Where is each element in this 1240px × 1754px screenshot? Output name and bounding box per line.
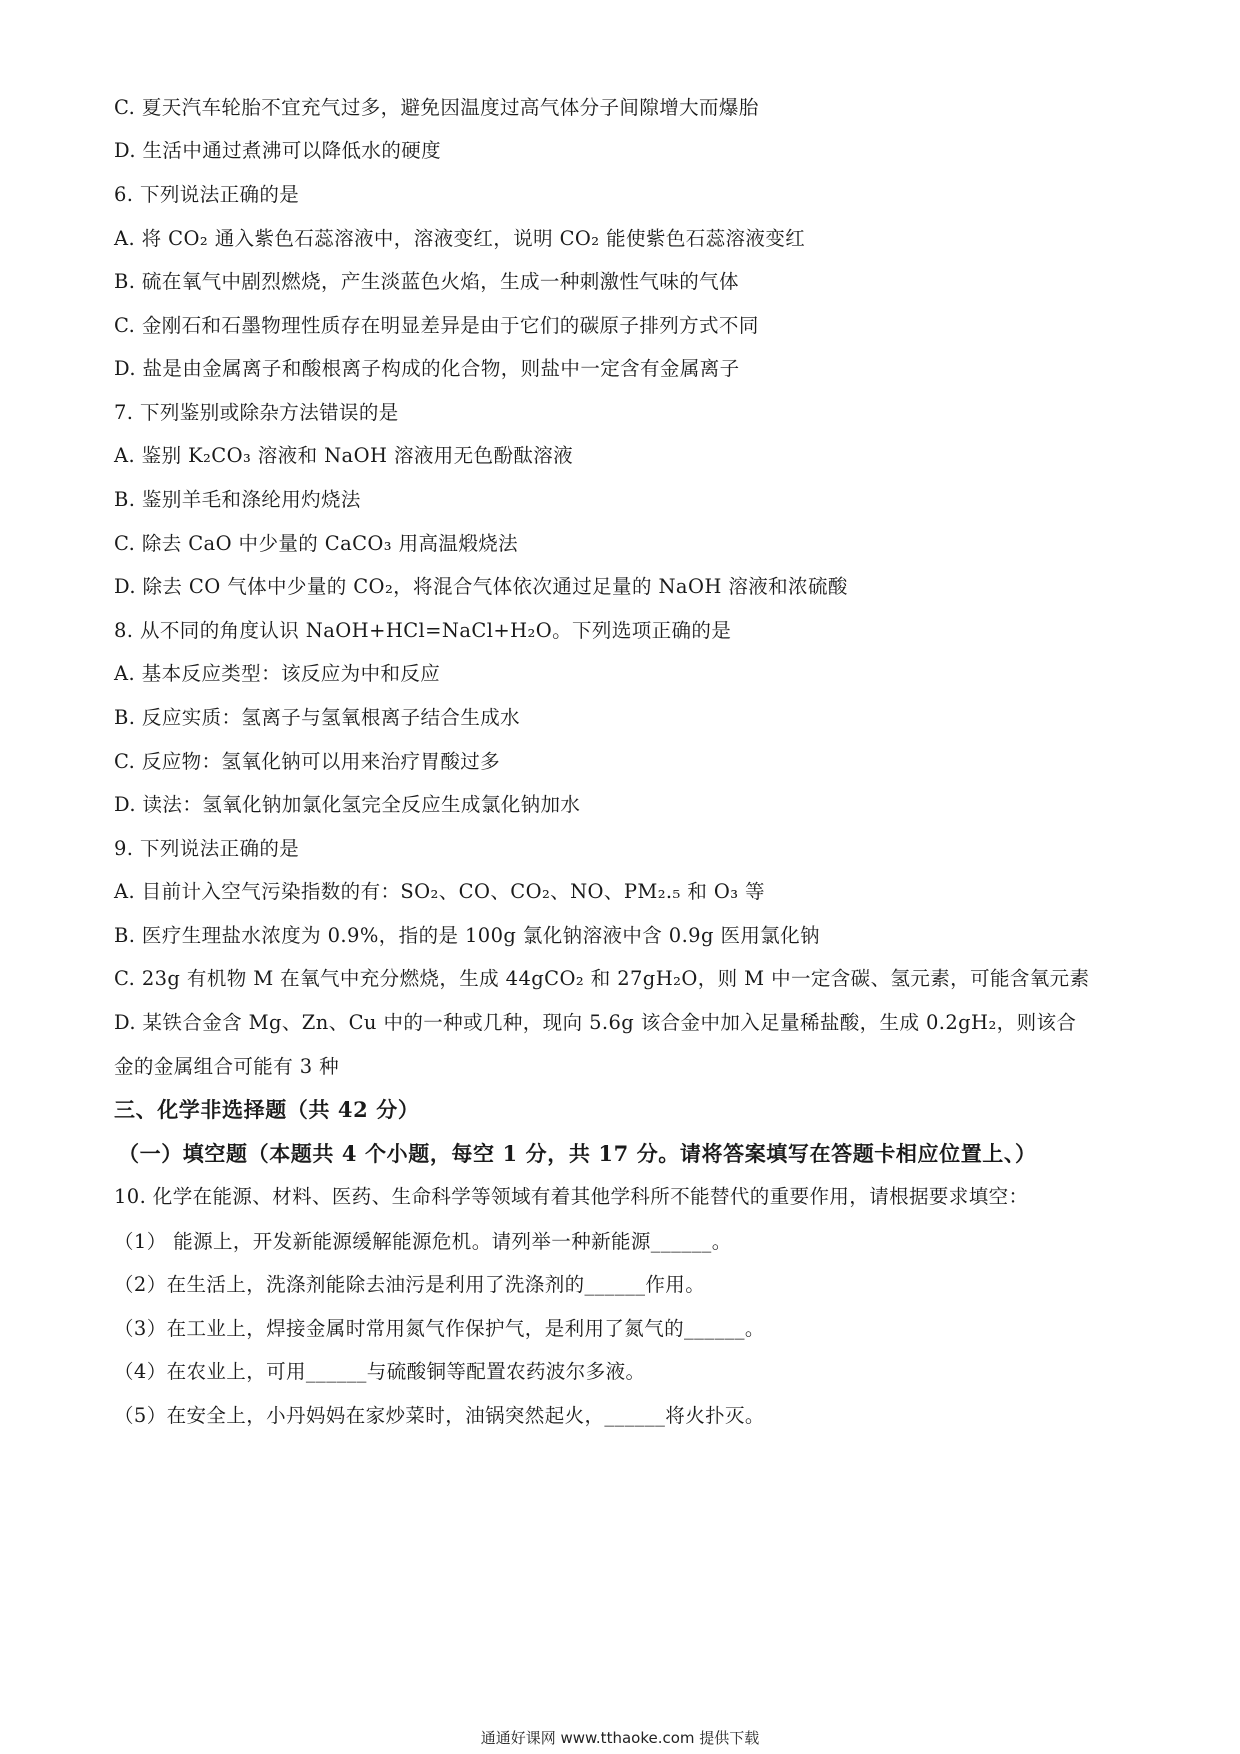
question-10-part-1: （1） 能源上，开发新能源缓解能源危机。请列举一种新能源______。 — [114, 1230, 732, 1253]
option-7c: C. 除去 CaO 中少量的 CaCO₃ 用高温煅烧法 — [114, 532, 519, 555]
option-9d-continued: 金的金属组合可能有 3 种 — [114, 1055, 340, 1078]
option-7a: A. 鉴别 K₂CO₃ 溶液和 NaOH 溶液用无色酚酞溶液 — [114, 444, 574, 467]
option-8c: C. 反应物：氢氧化钠可以用来治疗胃酸过多 — [114, 750, 501, 773]
option-9d: D. 某铁合金含 Mg、Zn、Cu 中的一种或几种，现向 5.6g 该合金中加入足量稀盐酸，生成 0.2gH₂，则该合 — [114, 1011, 1077, 1034]
option-8a: A. 基本反应类型：该反应为中和反应 — [114, 662, 441, 685]
question-8: 8. 从不同的角度认识 NaOH+HCl=NaCl+H₂O。下列选项正确的是 — [114, 619, 732, 642]
option-6c: C. 金刚石和石墨物理性质存在明显差异是由于它们的碳原子排列方式不同 — [114, 314, 759, 337]
option-8d: D. 读法：氢氧化钠加氯化氢完全反应生成氯化钠加水 — [114, 793, 581, 816]
option-5d: D. 生活中通过煮沸可以降低水的硬度 — [114, 139, 442, 162]
option-6a: A. 将 CO₂ 通入紫色石蕊溶液中，溶液变红，说明 CO₂ 能使紫色石蕊溶液变红 — [114, 227, 806, 250]
option-7d: D. 除去 CO 气体中少量的 CO₂，将混合气体依次通过足量的 NaOH 溶液和浓硫酸 — [114, 575, 848, 598]
question-7: 7. 下列鉴别或除杂方法错误的是 — [114, 401, 399, 424]
page-footer: 通通好课网 www.tthaoke.com 提供下载 — [480, 1729, 760, 1747]
question-10: 10. 化学在能源、材料、医药、生命科学等领域有着其他学科所不能替代的重要作用，请根据要求填空： — [114, 1185, 1029, 1208]
question-6: 6. 下列说法正确的是 — [114, 183, 300, 206]
option-9a: A. 目前计入空气污染指数的有：SO₂、CO、CO₂、NO、PM₂.₅ 和 O₃ 等 — [114, 880, 765, 903]
option-9b: B. 医疗生理盐水浓度为 0.9%，指的是 100g 氯化钠溶液中含 0.9g 医用氯化钠 — [114, 924, 820, 947]
option-5c: C. 夏天汽车轮胎不宜充气过多，避免因温度过高气体分子间隙增大而爆胎 — [114, 96, 759, 119]
option-9c: C. 23g 有机物 M 在氧气中充分燃烧，生成 44gCO₂ 和 27gH₂O，则 M 中一定含碳、氢元素，可能含氧元素 — [114, 967, 1090, 990]
option-6b: B. 硫在氧气中剧烈燃烧，产生淡蓝色火焰，生成一种刺激性气味的气体 — [114, 270, 739, 293]
question-10-part-3: （3）在工业上，焊接金属时常用氮气作保护气，是利用了氮气的______。 — [114, 1317, 765, 1340]
question-10-part-4: （4）在农业上，可用______与硫酸铜等配置农药波尔多液。 — [114, 1360, 646, 1383]
question-10-part-2: （2）在生活上，洗涤剂能除去油污是利用了洗涤剂的______作用。 — [114, 1273, 706, 1296]
subsection-heading: （一）填空题（本题共 4 个小题，每空 1 分，共 17 分。请将答案填写在答题卡相应位置上、） — [118, 1141, 1037, 1166]
section-heading: 三、化学非选择题（共 42 分） — [114, 1097, 420, 1122]
question-9: 9. 下列说法正确的是 — [114, 837, 300, 860]
option-6d: D. 盐是由金属离子和酸根离子构成的化合物，则盐中一定含有金属离子 — [114, 357, 740, 380]
option-7b: B. 鉴别羊毛和涤纶用灼烧法 — [114, 488, 361, 511]
question-10-part-5: （5）在安全上，小丹妈妈在家炒菜时，油锅突然起火，______将火扑灭。 — [114, 1404, 765, 1427]
option-8b: B. 反应实质：氢离子与氢氧根离子结合生成水 — [114, 706, 521, 729]
